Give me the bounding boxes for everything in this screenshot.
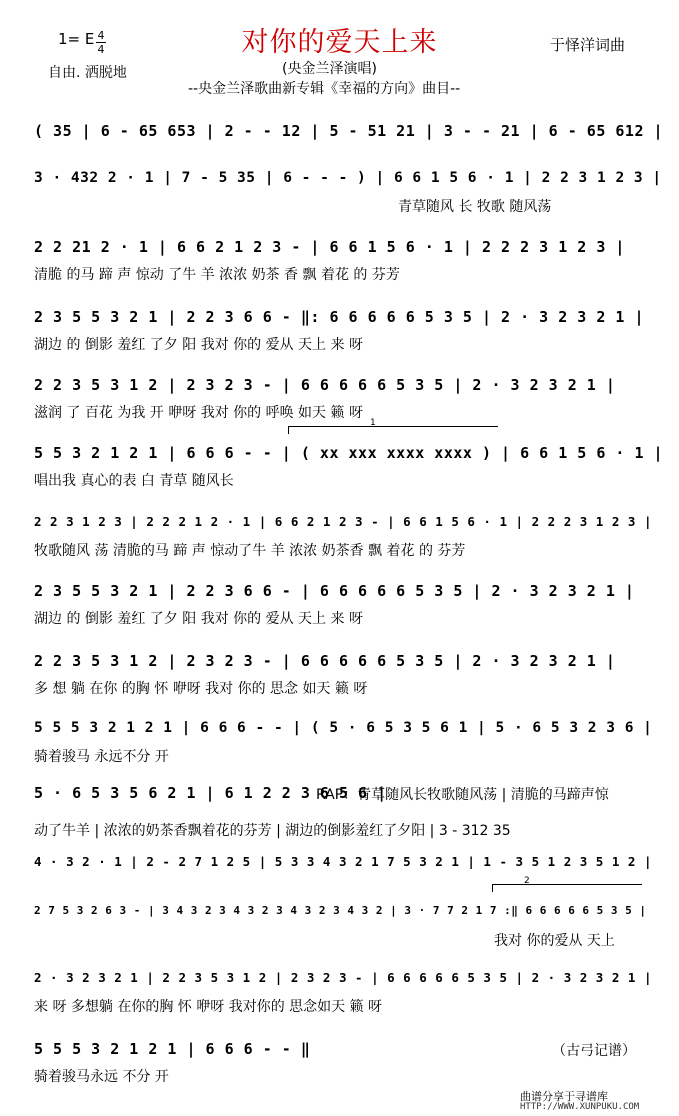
lyric-row-2: 青草随风 长 牧歌 随风荡 — [398, 199, 552, 215]
time-signature — [96, 30, 106, 55]
time-top: 4 — [97, 29, 105, 42]
lyric-row-10: 骑着骏马 永远不分 开 — [34, 749, 169, 765]
footer-url[interactable]: HTTP://WWW.XUNPUKU.COM — [520, 1102, 640, 1112]
lyric-row-13: 我对 你的爱从 天上 — [494, 933, 615, 949]
volta-1-label: 1 — [370, 418, 376, 428]
volta-1-hook — [288, 426, 289, 434]
transcriber-credit: （古弓记谱） — [552, 1043, 636, 1059]
score-row-13: 2 7 5 3 2 6 3 - | 3 4 3 2 3 4 3 2 3 4 3 2 3 4 3 2 | 3 · 7 7 2 1 7 :‖ 6 6 6 6 6 5 3 5 | — [34, 904, 647, 917]
score-row-6: 5 5 3 2 1 2 1 | 6 6 6 - - | ( xx xxx xxxx xxxx ) | 6 6 1 5 6 · 1 | — [34, 444, 664, 462]
lyric-row-14: 来 呀 多想躺 在你的胸 怀 咿呀 我对你的 思念如天 籁 呀 — [34, 999, 383, 1015]
score-row-11: 5 · 6 5 3 5 6 2 1 | 6 1 2 2 3 6 5 6 | — [34, 784, 387, 802]
volta-2-label: 2 — [524, 876, 530, 886]
score-row-1: ( 35 | 6 - 65 653 | 2 - - 12 | 5 - 51 21 | 3 - - 21 | 6 - 65 612 | — [34, 122, 664, 140]
volta-1-bracket — [288, 426, 498, 427]
lyric-row-5: 滋润 了 百花 为我 开 咿呀 我对 你的 呼唤 如天 籁 呀 — [34, 405, 363, 421]
score-row-2: 3 · 432 2 · 1 | 7 - 5 35 | 6 - - - ) | 6 6 1 5 6 · 1 | 2 2 3 1 2 3 | — [34, 170, 662, 186]
lyric-row-9: 多 想 躺 在你 的胸 怀 咿呀 我对 你的 思念 如天 籁 呀 — [34, 681, 368, 697]
volta-2-hook — [492, 884, 493, 892]
lyric-row-6: 唱出我 真心的表 白 青草 随风长 — [34, 473, 234, 489]
volta-2-bracket — [492, 884, 642, 885]
rap-line-1: RAP：青草随风长牧歌随风荡 | 清脆的马蹄声惊 — [316, 787, 609, 803]
lyric-row-4: 湖边 的 倒影 羞红 了夕 阳 我对 你的 爱从 天上 来 呀 — [34, 337, 363, 353]
composer-credit: 于怿洋词曲 — [550, 36, 626, 54]
score-row-4: 2 3 5 5 3 2 1 | 2 2 3 6 6 - ‖: 6 6 6 6 6 5 3 5 | 2 · 3 2 3 2 1 | — [34, 308, 644, 326]
score-row-10: 5 5 5 3 2 1 2 1 | 6 6 6 - - | ( 5 · 6 5 3 5 6 1 | 5 · 6 5 3 2 3 6 | — [34, 720, 653, 736]
lyric-row-3: 清脆 的马 蹄 声 惊动 了牛 羊 浓浓 奶茶 香 飘 着花 的 芬芳 — [34, 267, 400, 283]
score-row-9: 2 2 3 5 3 1 2 | 2 3 2 3 - | 6 6 6 6 6 5 3 5 | 2 · 3 2 3 2 1 | — [34, 652, 616, 670]
score-row-5: 2 2 3 5 3 1 2 | 2 3 2 3 - | 6 6 6 6 6 5 3 5 | 2 · 3 2 3 2 1 | — [34, 376, 616, 394]
lyric-row-15: 骑着骏马永远 不分 开 — [34, 1069, 169, 1085]
footer-site-name: 曲谱分享于寻谱库 — [520, 1090, 608, 1103]
lyric-row-7: 牧歌随风 荡 清脆的马 蹄 声 惊动了牛 羊 浓浓 奶茶香 飘 着花 的 芬芳 — [34, 543, 466, 559]
tempo-marking: 自由. 洒脱地 — [48, 65, 127, 81]
rap-line-2: 动了牛羊 | 浓浓的奶茶香飘着花的芬芳 | 湖边的倒影羞红了夕阳 | 3 - 312 35 — [34, 823, 511, 839]
score-row-12: 4 · 3 2 · 1 | 2 - 2 7 1 2 5 | 5 3 3 4 3 2 1 7 5 3 2 1 | 1 - 3 5 1 2 3 5 1 2 | — [34, 854, 652, 869]
time-bottom: 4 — [97, 43, 105, 56]
score-row-15: 5 5 5 3 2 1 2 1 | 6 6 6 - - ‖ — [34, 1040, 311, 1058]
lyric-row-8: 湖边 的 倒影 羞红 了夕 阳 我对 你的 爱从 天上 来 呀 — [34, 611, 363, 627]
score-row-14: 2 · 3 2 3 2 1 | 2 2 3 5 3 1 2 | 2 3 2 3 - | 6 6 6 6 6 5 3 5 | 2 · 3 2 3 2 1 | — [34, 970, 652, 985]
score-row-7: 2 2 3 1 2 3 | 2 2 2 1 2 · 1 | 6 6 2 1 2 3 - | 6 6 1 5 6 · 1 | 2 2 2 3 1 2 3 | — [34, 514, 652, 529]
song-title: 对你的爱天上来 — [241, 27, 438, 58]
singer-credit: (央金兰泽演唱) — [282, 61, 377, 77]
album-credit: --央金兰泽歌曲新专辑《幸福的方向》曲目-- — [188, 81, 461, 97]
key-signature: 1= E — [58, 30, 95, 48]
score-row-8: 2 3 5 5 3 2 1 | 2 2 3 6 6 - | 6 6 6 6 6 5 3 5 | 2 · 3 2 3 2 1 | — [34, 582, 635, 600]
score-row-3: 2 2 21 2 · 1 | 6 6 2 1 2 3 - | 6 6 1 5 6 · 1 | 2 2 2 3 1 2 3 | — [34, 238, 625, 256]
